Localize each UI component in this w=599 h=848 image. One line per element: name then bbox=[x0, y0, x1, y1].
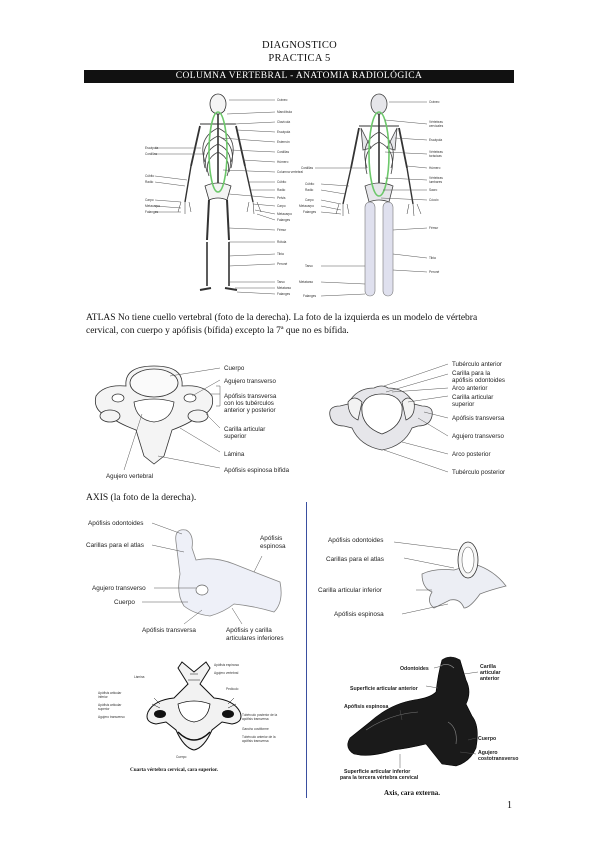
label-carilla-2: superior bbox=[224, 433, 247, 440]
axis-engraving-figure bbox=[330, 652, 520, 800]
svg-text:Falanges: Falanges bbox=[303, 294, 317, 298]
axis-divider bbox=[306, 502, 307, 798]
label-cuerpo: Cuerpo bbox=[224, 365, 245, 372]
cervical-vertebra-figure bbox=[84, 356, 314, 486]
document-subtitle: PRACTICA 5 bbox=[268, 53, 331, 64]
page-number: 1 bbox=[507, 800, 512, 811]
svg-text:Tubérculo anterior de la: Tubérculo anterior de la bbox=[242, 735, 276, 739]
svg-text:Metacarpo: Metacarpo bbox=[145, 204, 161, 208]
svg-text:Falanges: Falanges bbox=[277, 218, 291, 222]
svg-text:Esternón: Esternón bbox=[277, 140, 290, 144]
svg-text:Húmero: Húmero bbox=[429, 166, 441, 170]
svg-text:Costillas: Costillas bbox=[145, 152, 158, 156]
axis-left-figure bbox=[84, 512, 302, 652]
svg-text:Cóccix: Cóccix bbox=[429, 198, 439, 202]
svg-text:inferior: inferior bbox=[98, 695, 108, 699]
skeleton-back bbox=[299, 94, 444, 298]
label-atlas-apofisis-transversa: Apófisis transversa bbox=[452, 415, 505, 422]
svg-text:apófisis transversa: apófisis transversa bbox=[242, 717, 269, 721]
svg-text:Carpo: Carpo bbox=[145, 198, 154, 202]
label-carilla-superior-2: superior bbox=[452, 401, 475, 408]
svg-text:Gancho costiforme: Gancho costiforme bbox=[242, 727, 269, 731]
svg-text:Escápula: Escápula bbox=[277, 130, 291, 134]
label-agujero-2: costotransverso bbox=[478, 756, 519, 762]
svg-text:cervicales: cervicales bbox=[429, 124, 444, 128]
label-lamina: Lámina bbox=[224, 451, 245, 458]
axis-right-figure bbox=[314, 512, 520, 652]
svg-text:Húmero: Húmero bbox=[277, 160, 289, 164]
svg-text:Tibia: Tibia bbox=[429, 256, 436, 260]
svg-text:Apófisis articular: Apófisis articular bbox=[98, 691, 122, 695]
skeleton-figure bbox=[145, 90, 455, 300]
svg-text:Pelvis: Pelvis bbox=[277, 196, 286, 200]
label-carilla-3: anterior bbox=[480, 676, 500, 682]
engraving-left-caption: Cuarta vértebra cervical, cara superior. bbox=[130, 767, 218, 773]
section-bar: COLUMNA VERTEBRAL - ANATOMIA RADIOLÓGICA bbox=[84, 70, 514, 83]
label-axis-odontoides: Apófisis odontoides bbox=[88, 520, 144, 527]
svg-text:Tarso: Tarso bbox=[277, 280, 285, 284]
label-carilla-1: Carilla bbox=[480, 664, 496, 670]
label-engraving-cuerpo: Cuerpo bbox=[478, 736, 497, 742]
svg-text:Cráneo: Cráneo bbox=[429, 100, 440, 104]
label-odontoides: Odontoides bbox=[400, 666, 429, 672]
cervical-engraving-figure bbox=[94, 658, 294, 778]
document-title: DIAGNOSTICO bbox=[261, 40, 338, 51]
label-carilla-superior-1: Carilla articular bbox=[452, 394, 494, 401]
svg-text:Cúbito: Cúbito bbox=[305, 182, 315, 186]
svg-text:Lámina: Lámina bbox=[134, 675, 145, 679]
label-apofisis-transversa-1: Apófisis transversa bbox=[224, 393, 277, 400]
svg-text:Rótula: Rótula bbox=[277, 240, 287, 244]
svg-text:Tibia: Tibia bbox=[277, 252, 284, 256]
svg-text:Falanges: Falanges bbox=[145, 210, 159, 214]
label-axis-r-carillas-atlas: Carillas para el atlas bbox=[326, 556, 384, 563]
label-axis-carillas-inf-2: articulares inferiores bbox=[226, 635, 284, 642]
svg-text:Vértebras: Vértebras bbox=[429, 150, 443, 154]
svg-text:Agujero vertebral: Agujero vertebral bbox=[214, 671, 239, 675]
svg-text:apófisis transversa: apófisis transversa bbox=[242, 739, 269, 743]
label-sup-inferior-1: Superficie articular inferior bbox=[344, 769, 411, 775]
label-carilla-odontoides-1: Carilla para la bbox=[452, 370, 491, 377]
label-apofisis-transversa-2: con los tubérculos bbox=[224, 400, 274, 407]
label-axis-cuerpo: Cuerpo bbox=[114, 599, 135, 606]
label-carilla-odontoides-2: apófisis odontoides bbox=[452, 377, 505, 384]
svg-text:Columna vertebral: Columna vertebral bbox=[277, 170, 304, 174]
atlas-paragraph bbox=[86, 312, 526, 338]
svg-text:Peroné: Peroné bbox=[277, 262, 288, 266]
label-agujero-1: Agujero bbox=[478, 750, 498, 756]
svg-text:Cráneo: Cráneo bbox=[277, 98, 288, 102]
svg-text:Costillas: Costillas bbox=[277, 150, 290, 154]
svg-text:Peroné: Peroné bbox=[429, 270, 440, 274]
label-axis-carillas-inf-1: Apófisis y carilla bbox=[226, 627, 272, 634]
svg-text:superior: superior bbox=[98, 707, 110, 711]
svg-text:Metacarpo: Metacarpo bbox=[299, 204, 315, 208]
svg-text:Cuerpo: Cuerpo bbox=[176, 755, 187, 759]
label-axis-espinosa-1: Apófisis bbox=[260, 535, 283, 542]
svg-text:Radio: Radio bbox=[145, 180, 154, 184]
svg-text:Vértebras: Vértebras bbox=[429, 176, 443, 180]
svg-text:Escápula: Escápula bbox=[429, 138, 443, 142]
svg-text:Sacro: Sacro bbox=[429, 188, 438, 192]
svg-text:Fémur: Fémur bbox=[277, 228, 287, 232]
svg-text:Metacarpo: Metacarpo bbox=[277, 212, 293, 216]
label-axis-r-espinosa: Apófisis espinosa bbox=[334, 611, 384, 618]
svg-text:Tarso: Tarso bbox=[305, 264, 313, 268]
atlas-paragraph-line-1: ATLAS No tiene cuello vertebral (foto de la derecha). La foto de la izquierda es un modelo de vértebra bbox=[86, 313, 478, 323]
svg-text:Cúbito: Cúbito bbox=[277, 180, 287, 184]
svg-text:lumbares: lumbares bbox=[429, 180, 443, 184]
svg-text:Apófisis articular: Apófisis articular bbox=[98, 703, 122, 707]
label-apofisis-transversa-3: anterior y posterior bbox=[224, 407, 276, 414]
label-tuberculo-anterior: Tubérculo anterior bbox=[452, 361, 502, 368]
label-sup-inferior-2: para la tercera vértebra cervical bbox=[340, 775, 419, 781]
skeleton-front bbox=[145, 94, 303, 296]
label-arco-posterior: Arco posterior bbox=[452, 451, 491, 458]
svg-text:Mandíbula: Mandíbula bbox=[277, 110, 292, 114]
svg-text:Agujero transverso: Agujero transverso bbox=[98, 715, 125, 719]
label-axis-agujero-transverso: Agujero transverso bbox=[92, 585, 146, 592]
svg-text:torácicas: torácicas bbox=[429, 154, 442, 158]
atlas-paragraph-line-2: cervical, con cuerpo y apófisis (bífida) excepto la 7ª que no es bífida. bbox=[86, 326, 349, 336]
svg-text:Vértebras: Vértebras bbox=[429, 120, 443, 124]
label-axis-r-carilla-inferior: Carilla articular inferior bbox=[318, 587, 382, 594]
label-axis-apofisis-transversa: Apófisis transversa bbox=[142, 627, 196, 634]
label-superficie-anterior: Superficie articular anterior bbox=[350, 686, 418, 692]
label-espinosa-bifida: Apófisis espinosa bífida bbox=[224, 467, 290, 474]
svg-text:Cúbito: Cúbito bbox=[145, 174, 155, 178]
label-carilla-1: Carilla articular bbox=[224, 426, 266, 433]
svg-text:Apófisis espinosa: Apófisis espinosa bbox=[214, 663, 239, 667]
svg-text:Clavícula: Clavícula bbox=[277, 120, 291, 124]
svg-text:Falanges: Falanges bbox=[277, 292, 291, 296]
svg-text:Tubérculo posterior de la: Tubérculo posterior de la bbox=[242, 713, 278, 717]
label-carilla-2: articular bbox=[480, 670, 501, 676]
svg-text:Radio: Radio bbox=[277, 188, 286, 192]
svg-text:Fémur: Fémur bbox=[429, 226, 439, 230]
label-agujero-transverso: Agujero transverso bbox=[224, 378, 276, 385]
svg-text:Radio: Radio bbox=[305, 188, 314, 192]
atlas-figure bbox=[318, 356, 518, 486]
svg-text:Falanges: Falanges bbox=[303, 210, 317, 214]
svg-text:Costillas: Costillas bbox=[301, 166, 314, 170]
label-axis-r-odontoides: Apófisis odontoides bbox=[328, 537, 384, 544]
label-agujero-vertebral: Agujero vertebral bbox=[106, 473, 154, 480]
svg-text:Metatarso: Metatarso bbox=[277, 286, 292, 290]
label-axis-carillas-atlas: Carillas para el atlas bbox=[86, 542, 144, 549]
svg-text:Carpo: Carpo bbox=[277, 204, 286, 208]
label-arco-anterior: Arco anterior bbox=[452, 385, 488, 392]
svg-text:Pedículo: Pedículo bbox=[226, 687, 239, 691]
label-tuberculo-posterior: Tubérculo posterior bbox=[452, 469, 506, 476]
svg-text:Metatarso: Metatarso bbox=[299, 280, 314, 284]
axis-paragraph: AXIS (la foto de la derecha). bbox=[86, 493, 197, 503]
label-engraving-espinosa: Apófisis espinosa bbox=[344, 704, 389, 710]
label-axis-espinosa-2: espinosa bbox=[260, 543, 286, 550]
svg-text:Escápula: Escápula bbox=[145, 146, 159, 150]
engraving-right-caption: Axis, cara externa. bbox=[384, 789, 440, 797]
label-atlas-agujero-transverso: Agujero transverso bbox=[452, 433, 504, 440]
svg-text:Carpo: Carpo bbox=[305, 198, 314, 202]
